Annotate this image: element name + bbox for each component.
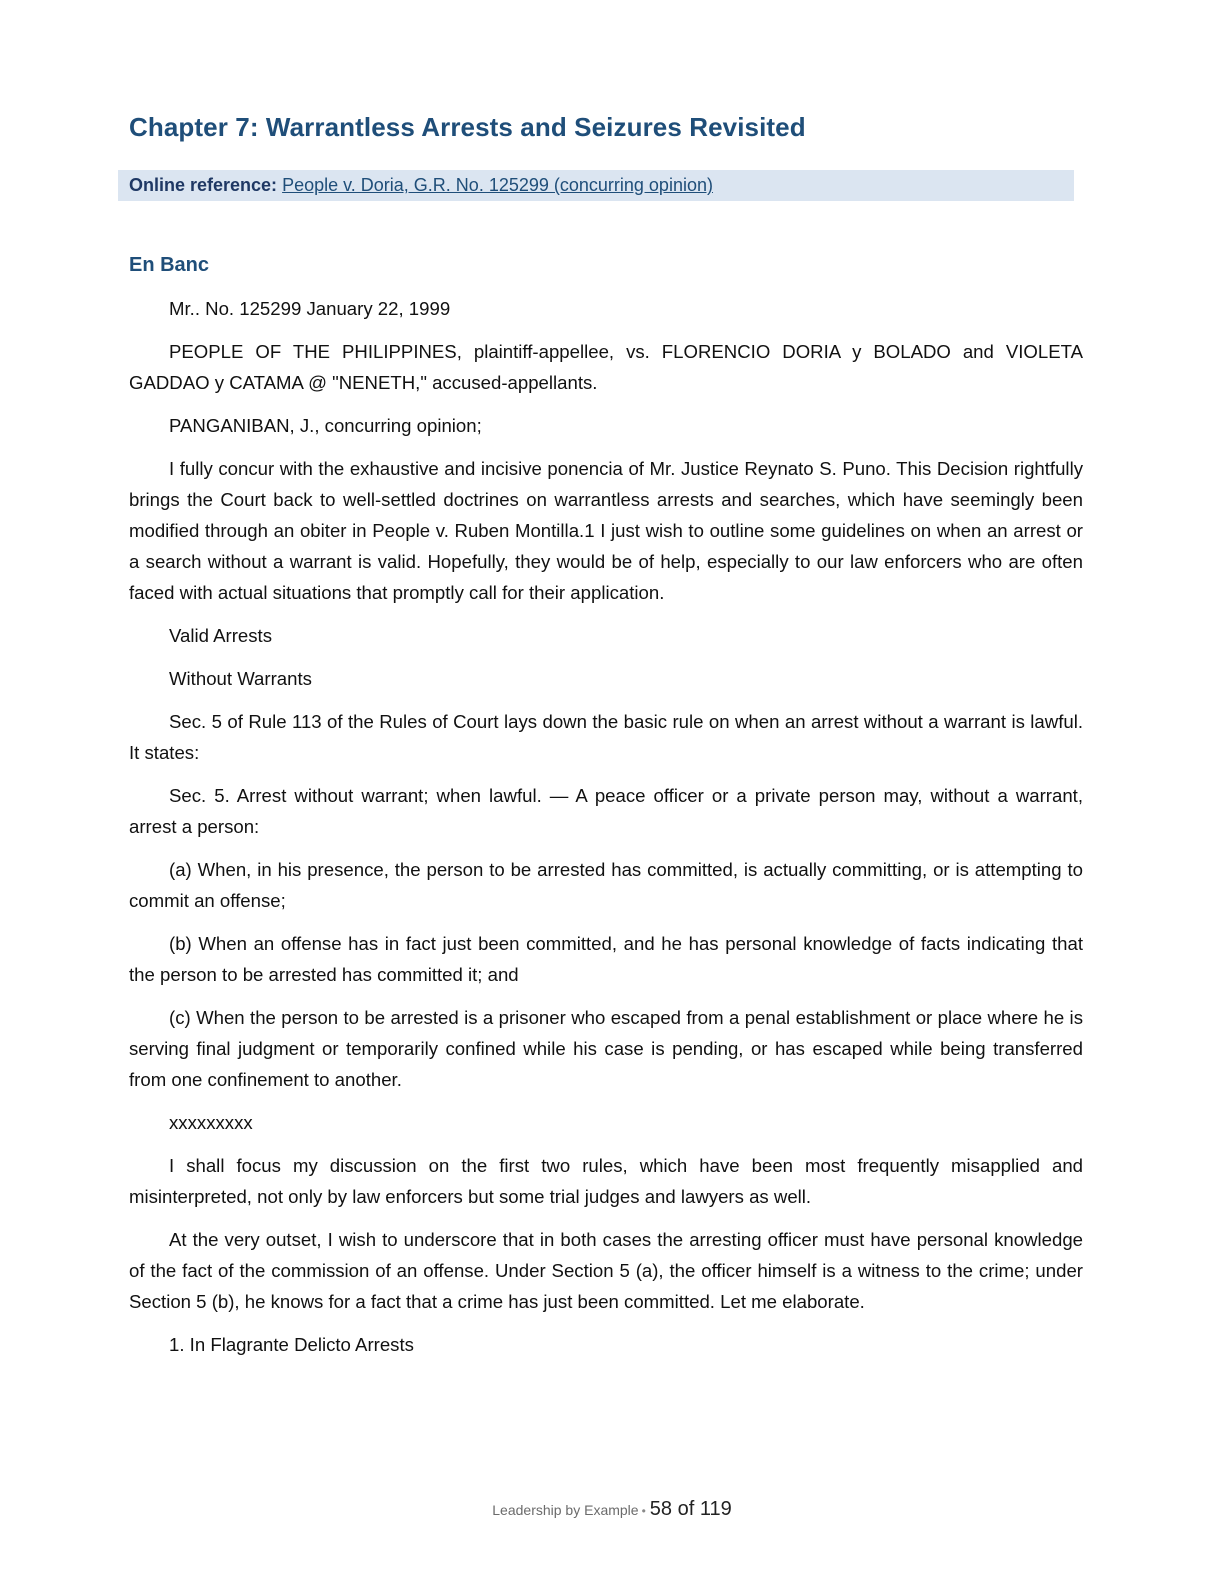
opinion-author-line: PANGANIBAN, J., concurring opinion;	[169, 415, 482, 436]
online-reference-bar	[118, 170, 1074, 201]
body-paragraph: Sec. 5 of Rule 113 of the Rules of Court lays down the basic rule on when an arrest without a warrant is lawful. It states:	[129, 711, 1083, 763]
reference-label: Online reference:	[129, 175, 278, 195]
chapter-title: Chapter 7: Warrantless Arrests and Seizures Revisited	[129, 112, 806, 142]
body-text	[129, 293, 1083, 1372]
footer-book-title: Leadership by Example	[492, 1502, 639, 1518]
rule-item-a: (a) When, in his presence, the person to be arrested has committed, is actually committing, or is attempting to commit an offense;	[129, 859, 1083, 911]
reference-link[interactable]: People v. Doria, G.R. No. 125299 (concurring opinion)	[282, 175, 713, 195]
case-title-paragraph: PEOPLE OF THE PHILIPPINES, plaintiff-appellee, vs. FLORENCIO DORIA y BOLADO and VIOLETA GADDAO y CATAMA @ "NENETH," accused-appellants.	[129, 341, 1083, 393]
body-paragraph: At the very outset, I wish to underscore that in both cases the arresting officer must have personal knowledge of the fact of the commission of an offense. Under Section 5 (a), the officer himself is a witness to the crime; under Section 5 (b), he knows for a fact that a crime has just been committed. Let me elaborate.	[129, 1229, 1083, 1312]
body-paragraph: I shall focus my discussion on the first two rules, which have been most frequently misapplied and misinterpreted, not only by law enforcers but some trial judges and lawyers as well.	[129, 1155, 1083, 1207]
page-footer	[0, 1498, 1224, 1521]
section-heading: En Banc	[129, 254, 210, 276]
subheading-line: Without Warrants	[169, 668, 312, 689]
footer-separator: •	[641, 1504, 646, 1518]
subheading-line: Valid Arrests	[169, 625, 272, 646]
subheading-line: 1. In Flagrante Delicto Arrests	[169, 1334, 414, 1355]
rule-item-b: (b) When an offense has in fact just been committed, and he has personal knowledge of facts indicating that the person to be arrested has committed it; and	[129, 933, 1083, 985]
page-number: 58 of 119	[649, 1498, 732, 1520]
omission-marker: xxxxxxxxx	[169, 1112, 253, 1133]
body-paragraph: I fully concur with the exhaustive and incisive ponencia of Mr. Justice Reynato S. Puno. This Decision rightfully brings the Court back to well-settled doctrines on warrantless arrests and searches, which have seemingly been modified through an obiter in People v. Ruben Montilla.1 I just wish to outline some guidelines on when an arrest or a search without a warrant is valid. Hopefully, they would be of help, especially to our law enforcers who are often faced with actual situations that promptly call for their application.	[129, 458, 1083, 603]
body-paragraph: Sec. 5. Arrest without warrant; when lawful. — A peace officer or a private person may, without a warrant, arrest a person:	[129, 785, 1083, 837]
case-number-line: Mr.. No. 125299 January 22, 1999	[169, 298, 451, 319]
rule-item-c: (c) When the person to be arrested is a prisoner who escaped from a penal establishment or place where he is serving final judgment or temporarily confined while his case is pending, or has escaped while being transferred from one confinement to another.	[129, 1007, 1083, 1090]
